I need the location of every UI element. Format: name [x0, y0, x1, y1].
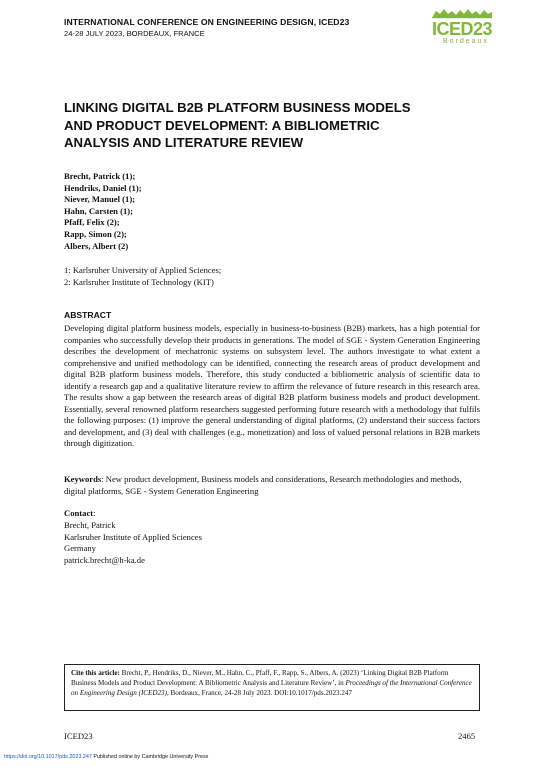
affiliation: 2: Karlsruher Institute of Technology (KIT) — [64, 277, 214, 287]
citation-proceedings: Proceedings of the International Conference on Engineering Design (ICED23), — [71, 679, 472, 697]
citation-part: Bordeaux, France, 24-28 July 2023. DOI:10.1017/pds.2023.247 — [168, 689, 352, 697]
paper-title — [64, 99, 484, 152]
author: Albers, Albert (2) — [64, 240, 129, 251]
title-line: LINKING DIGITAL B2B PLATFORM BUSINESS MODELS — [64, 100, 411, 115]
contact-heading: Contact: — [64, 508, 96, 518]
keywords — [64, 474, 480, 497]
footer-conference: ICED23 — [64, 731, 93, 741]
author: Hahn, Carsten (1); — [64, 205, 133, 216]
author: Brecht, Patrick (1); — [64, 171, 136, 181]
citation-part: Brecht, P., Hendriks, D., Niever, M., Hahn, C., Pfaff, F., Rapp, S., Albers, A. (2023) ‘Linking Digital B2B Platform Business Models and Product Development: A Bibliometric Analysis and Literature Review’, in — [71, 669, 449, 687]
contact-label: Contact — [64, 508, 94, 518]
affiliation-list — [64, 264, 221, 288]
contact-block — [64, 520, 202, 566]
citation-label: Cite this article: — [71, 669, 120, 677]
conference-name: INTERNATIONAL CONFERENCE ON ENGINEERING DESIGN, ICED23 — [64, 17, 350, 27]
doi-link[interactable]: https://doi.org/10.1017/pds.2023.247 — [4, 754, 92, 760]
author: Pfaff, Felix (2); — [64, 217, 120, 228]
abstract-heading: ABSTRACT — [64, 310, 112, 320]
affiliation: 1: Karlsruher University of Applied Sciences; — [64, 265, 222, 275]
conference-date: 24-28 JULY 2023, BORDEAUX, FRANCE — [64, 29, 205, 38]
author: Hendriks, Daniel (1); — [64, 182, 142, 193]
published-note: Published online by Cambridge University Press — [91, 754, 209, 760]
contact-name: Brecht, Patrick — [64, 520, 116, 530]
logo-subtext: Bordeaux — [443, 38, 489, 45]
author: Niever, Manuel (1); — [64, 194, 136, 205]
title-line: ANALYSIS AND LITERATURE REVIEW — [64, 135, 304, 150]
author: Rapp, Simon (2); — [64, 228, 127, 239]
contact-country: Germany — [64, 543, 96, 554]
contact-email[interactable]: patrick.brecht@h-ka.de — [64, 554, 145, 565]
doi-footer — [4, 754, 208, 760]
logo-text: ICED23 — [432, 19, 493, 39]
keywords-text: : New product development, Business models and considerations, Research methodologies and methods, digital platforms, SGE - System Generation Engineering — [64, 474, 462, 496]
citation-text — [71, 668, 475, 698]
title-line: AND PRODUCT DEVELOPMENT: A BIBLIOMETRIC — [64, 117, 380, 133]
abstract-text: Developing digital platform business models, especially in business-to-business (B2B) markets, has a high potential for companies who successfully develop their products in generations. The model of SGE - System Generation Engineering describes the development of mechatronic systems on subsystem level. The authors investigate to what extent a comprehensive and unified methodology can be identified, connecting the research areas of product development and digital B2B platform business models. Therefore, this study conducted a bibliometric analysis of scientific data to identify a research gap and a qualitative literature review to affirm the relevance of future research in this research area. The results show a gap between the research areas of digital B2B platform business models and product development. Essentially, several renowned platform researchers suggested performing future research with a methodology that fulfils the following purposes: (1) improve the general understanding of digital platforms, (2) understand their success factors and development, and (3) deal with challenges (e.g., monetization) and loss of valued personal relations in B2B markets through digitization. — [64, 323, 480, 448]
keywords-label: Keywords — [64, 474, 102, 484]
contact-institution: Karlsruher Institute of Applied Sciences — [64, 531, 202, 542]
page-number: 2465 — [458, 731, 476, 741]
author-list — [64, 171, 142, 252]
